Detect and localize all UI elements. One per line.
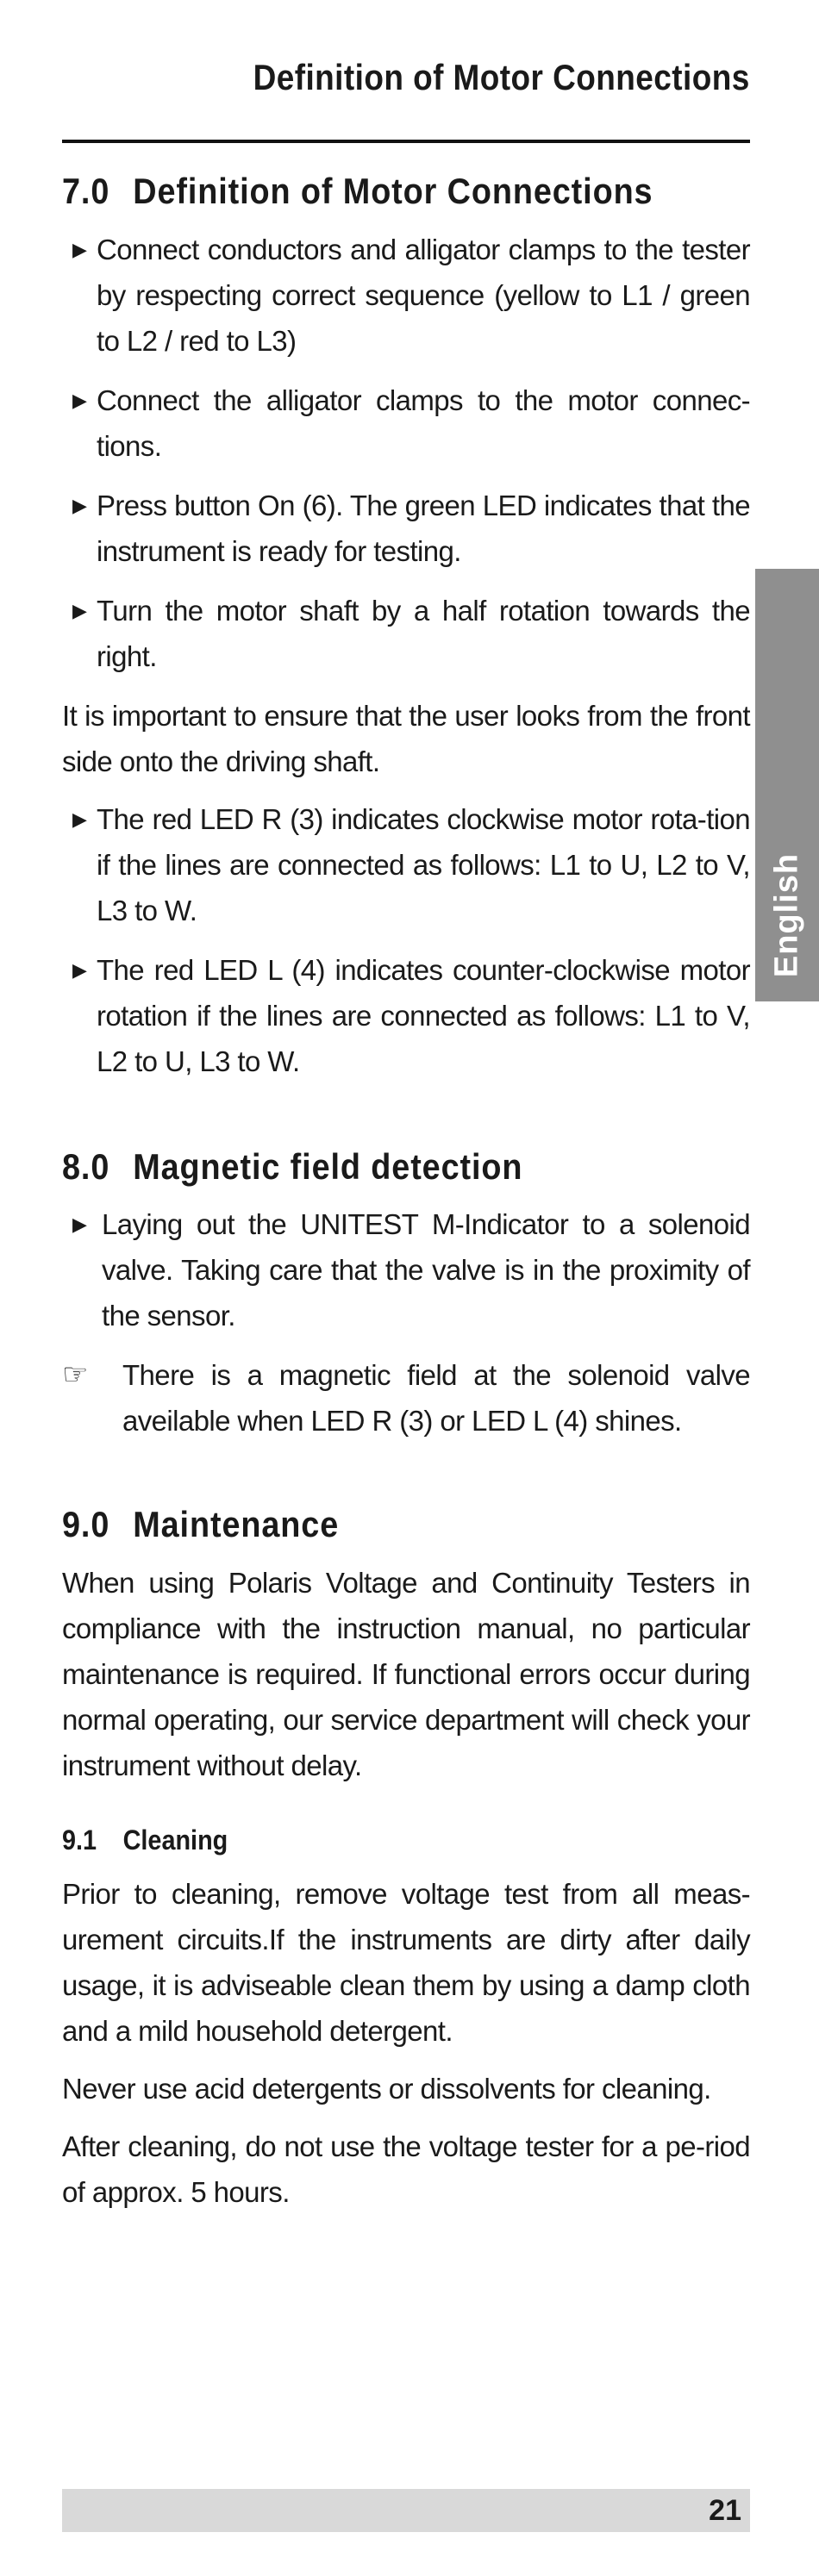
arrow-bullet-icon: ▶ — [72, 389, 87, 411]
header-rule — [62, 140, 750, 143]
bullet-item — [62, 483, 750, 574]
section-9-1-paragraph: Prior to cleaning, remove voltage test from all meas-urement circuits.If the instruments are dirty after daily usage, it is adviseable clean them by using a damp cloth and a mild household detergent. — [62, 1877, 750, 2047]
section-9-1-title: Cleaning — [122, 1824, 228, 1856]
section-9-number: 9.0 — [62, 1504, 110, 1544]
language-tab-label: English — [768, 852, 805, 977]
section-9-1-heading — [62, 1823, 681, 1857]
section-9-1-paragraph: After cleaning, do not use the voltage tester for a pe-riod of approx. 5 hours. — [62, 2130, 750, 2208]
section-7-heading — [62, 169, 681, 215]
section-7 — [62, 169, 750, 1084]
arrow-bullet-icon: ▶ — [72, 599, 87, 621]
content — [62, 169, 750, 2227]
bullet-item — [62, 227, 750, 364]
section-9-1-paragraph: Never use acid detergents or dissolvents for cleaning. — [62, 2072, 711, 2105]
arrow-bullet-icon: ▶ — [72, 808, 87, 830]
arrow-bullet-icon: ▶ — [72, 1213, 87, 1235]
arrow-bullet-icon: ▶ — [72, 494, 87, 516]
section-7-number: 7.0 — [62, 171, 110, 211]
bullet-text: Turn the motor shaft by a half rotation towards the right. — [97, 594, 750, 672]
bullet-item — [62, 796, 750, 933]
note-text: There is a magnetic field at the solenoid valve aveilable when LED R (3) or LED L (4) shines. — [122, 1359, 750, 1437]
section-8-number: 8.0 — [62, 1145, 110, 1187]
bullet-text: Connect the alligator clamps to the motor connec-tions. — [97, 384, 750, 462]
section-9-heading — [62, 1502, 681, 1548]
bullet-item — [62, 947, 750, 1084]
pointing-hand-icon: ☞ — [62, 1358, 89, 1391]
section-7-title: Definition of Motor Connections — [133, 171, 653, 211]
note — [62, 1352, 750, 1444]
bullet-text: Laying out the UNITEST M-Indicator to a solenoid valve. Taking care that the valve is in the proximity of the sensor. — [102, 1208, 750, 1332]
running-header: Definition of Motor Connections — [253, 57, 750, 97]
bullet-text: Connect conductors and alligator clamps to the tester by respecting correct sequence (yellow to L1 / green to L2 / red to L3) — [97, 233, 750, 357]
bullet-text: Press button On (6). The green LED indicates that the instrument is ready for testing. — [97, 489, 750, 567]
section-8-title: Magnetic field detection — [133, 1145, 523, 1187]
language-tab — [755, 569, 819, 1001]
bullet-text: The red LED L (4) indicates counter-clockwise motor rotation if the lines are connected as follows: L1 to V, L2 to U, L3 to W. — [97, 953, 750, 1077]
bullet-item — [62, 377, 750, 469]
page-number: 21 — [709, 2494, 741, 2527]
bullet-text: The red LED R (3) indicates clockwise motor rota-tion if the lines are connected as follows: L1 to U, L2 to V, L3 to W. — [97, 802, 750, 926]
section-9-1-number: 9.1 — [62, 1824, 97, 1856]
section-7-paragraph: It is important to ensure that the user looks from the front side onto the driving shaft. — [62, 699, 750, 777]
arrow-bullet-icon: ▶ — [72, 238, 87, 260]
bullet-item — [62, 1201, 750, 1338]
bullet-item — [62, 588, 750, 679]
arrow-bullet-icon: ▶ — [72, 958, 87, 981]
footer-bar — [62, 2489, 750, 2532]
section-8-heading — [62, 1145, 681, 1190]
section-9-title: Maintenance — [133, 1504, 340, 1544]
section-9-paragraph: When using Polaris Voltage and Continuity Testers in compliance with the instruction manual, no particular maintenance is required. If functional errors occur during normal operating, our service department will check your instrument without delay. — [62, 1566, 750, 1781]
section-9 — [62, 1502, 750, 2215]
section-8 — [62, 1145, 750, 1444]
